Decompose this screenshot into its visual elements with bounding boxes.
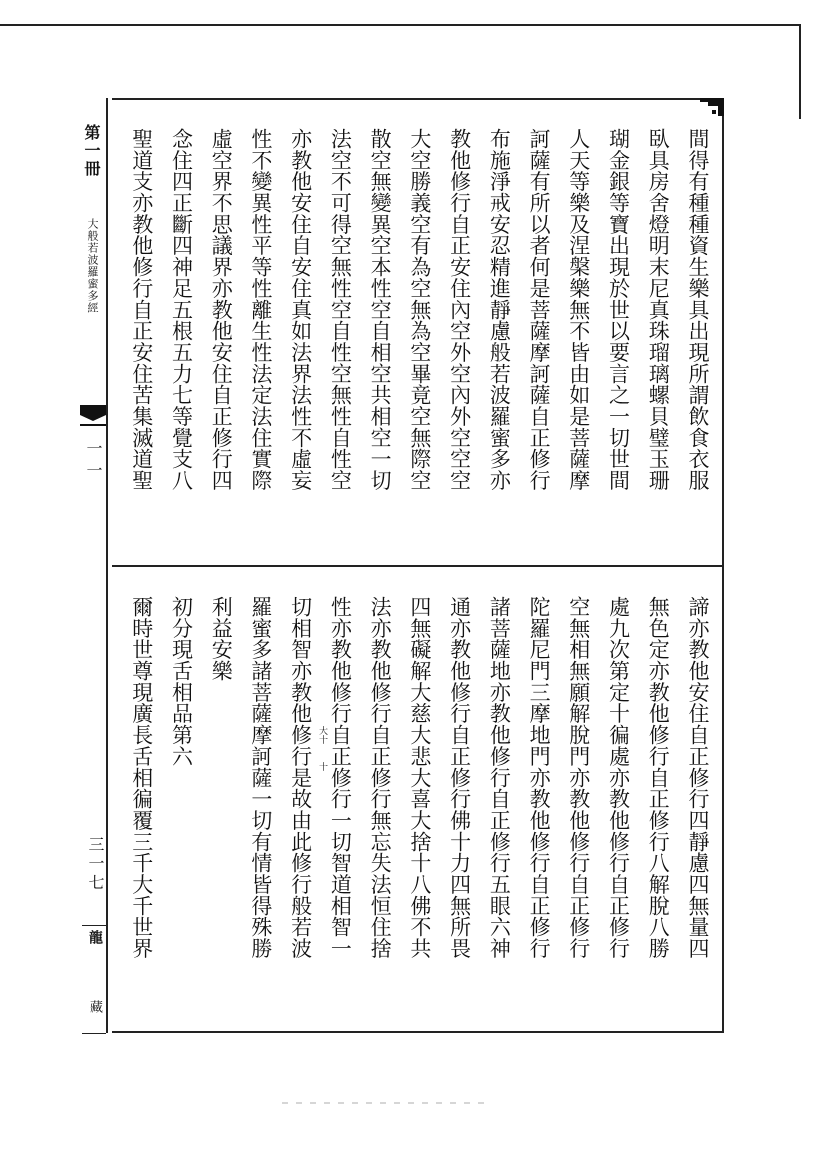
text-column: 性亦教他修行自正修行一切智道相智一 <box>328 596 353 959</box>
text-column: 聖道支亦教他修行自正安住苦集滅道聖 <box>129 128 154 491</box>
text-column: 訶薩有所以者何是菩薩摩訶薩自正修行 <box>527 128 552 491</box>
text-column: 諸菩薩地亦教他修行自正修行五眼六神 <box>487 596 512 959</box>
text-column: 處九次第定十徧處亦教他修行自正修行 <box>606 596 631 959</box>
sutra-title: 大般若波羅蜜多經 <box>86 218 99 314</box>
text-column: 性不變異性平等性離生性法定法住實際 <box>248 128 273 491</box>
text-column: 瑚金銀等寶出現於世以要言之一切世間 <box>606 128 631 491</box>
collection-mark-bottom: 藏 <box>87 1000 102 1013</box>
text-column: 亦教他安住自安住真如法界法性不虛妄 <box>288 128 313 491</box>
text-column: 諦亦教他安住自正修行四靜慮四無量四 <box>686 596 710 959</box>
leaf-number: 一一 <box>84 440 103 484</box>
volume-label: 第一冊 <box>82 124 101 178</box>
text-column: 爾時世尊現廣長舌相徧覆三千大千世界 <box>129 596 154 959</box>
lower-text-panel <box>122 596 718 1016</box>
chapter-heading: 初分現舌相品第六 <box>169 596 194 767</box>
text-column: 無色定亦教他修行自正修行八解脫八勝 <box>646 596 671 959</box>
text-column: 通亦教他修行自正修行佛十力四無所畏 <box>447 596 472 959</box>
annotation-mark: 大十 <box>317 726 327 744</box>
text-column: 間得有種種資生樂具出現所謂飲食衣服 <box>686 128 710 491</box>
text-column: 羅蜜多諸菩薩摩訶薩一切有情皆得殊勝 <box>248 596 273 959</box>
text-column: 四無礙解大慈大悲大喜大捨十八佛不共 <box>407 596 432 959</box>
text-column: 法空不可得空無性空自性空無性自性空 <box>328 128 353 491</box>
panel-divider <box>112 565 724 567</box>
upper-text-panel <box>122 128 718 560</box>
text-column: 虛空界不思議界亦教他安住自正修行四 <box>209 128 234 491</box>
top-border-rule <box>0 24 800 26</box>
text-column: 切相智亦教他修行是故由此修行般若波 <box>288 596 313 959</box>
scan-artifact <box>282 1102 492 1104</box>
annotation-mark: 十 <box>317 762 327 771</box>
text-column: 布施淨戒安忍精進靜慮般若波羅蜜多亦 <box>487 128 512 491</box>
text-column: 念住四正斷四神足五根五力七等覺支八 <box>169 128 194 491</box>
collection-mark-top: 龍 <box>87 930 103 944</box>
text-column: 人天等樂及涅槃樂無不皆由如是菩薩摩 <box>566 128 591 491</box>
text-column: 空無相無願解脫門亦教他修行自正修行 <box>566 596 591 959</box>
text-column: 利益安樂 <box>209 596 234 682</box>
page-number: 三一七 <box>86 836 105 893</box>
text-column: 陀羅尼門三摩地門亦教他修行自正修行 <box>527 596 552 959</box>
text-column: 散空無變異空本性空自相空共相空一切 <box>368 128 393 491</box>
corner-bracket-icon <box>700 98 724 116</box>
text-column: 法亦教他修行自正修行無忘失法恒住捨 <box>368 596 393 959</box>
text-column: 大空勝義空有為空無為空畢竟空無際空 <box>407 128 432 491</box>
text-column: 臥具房舍燈明末尼真珠瑠璃螺貝璧玉珊 <box>646 128 671 491</box>
right-border-rule <box>799 24 801 119</box>
fish-tail-ornament-icon <box>80 405 106 427</box>
text-column: 教他修行自正安住內空外空內外空空空 <box>447 128 472 491</box>
